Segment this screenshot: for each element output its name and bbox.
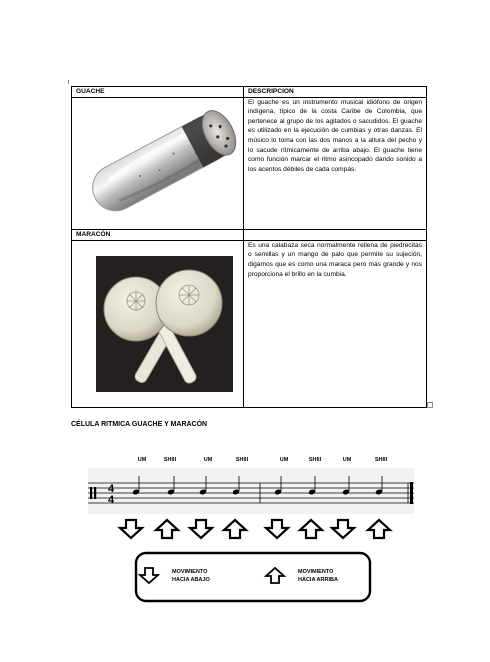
svg-text:4: 4 (107, 494, 115, 506)
instrument-table (71, 86, 427, 408)
guache-description: El guache es un instrumento musical idiófono de origen indígena, típico de la costa Caribe de Colombia, que pertenece al grupo de los agitados o sacudidos. El guache es utilizado en la ejecución de cumbias y otras danzas. El músico lo toma con las dos manos a la altura del pecho y lo sacude rítmicamente de arriba abajo. El guache tiene como función marcar el ritmo asincopado dando sonido a los acentos débiles de cada compás. (244, 97, 427, 230)
rhythm-title: CÉLULA RITMICA GUACHE Y MARACÓN (71, 421, 208, 428)
syllable-5: UM (279, 457, 289, 463)
guache-image-cell (72, 97, 244, 230)
syllable-2: SHIII (163, 457, 177, 463)
syllable-4: SHIII (235, 457, 249, 463)
syllable-7: UM (342, 457, 352, 463)
legend-down-label-1: MOVIMIENTO (172, 569, 208, 575)
maracon-image-cell (72, 240, 244, 408)
maracas-photo (76, 241, 248, 404)
legend-up-label-1: MOVIMIENTO (298, 569, 334, 575)
time-signature (108, 483, 115, 506)
syllable-3: UM (203, 457, 213, 463)
table-header-row-2 (72, 230, 427, 241)
margin-mark (68, 80, 69, 84)
table-row-guache (72, 97, 427, 230)
syllable-6: SHIII (308, 457, 322, 463)
svg-text:4: 4 (107, 483, 115, 495)
guache-instrument-photo (76, 98, 248, 226)
table-row-maracon (72, 240, 427, 408)
percussion-clef-right (94, 487, 96, 499)
legend-down-label-2: HACIA ABAJO (172, 577, 210, 583)
header-maracon: MARACÓN (72, 230, 244, 241)
legend-up-label-2: HACIA ARRIBA (298, 577, 338, 583)
maracon-description: Es una calabaza seca normalmente rellena de piedrecitas o semillas y un mango de palo que permite su sujeción, digamos que es como una maraca pero más grande y nos proporciona el brillo en la cumbia. (244, 240, 427, 408)
header-empty (244, 230, 427, 241)
table-resize-handle[interactable] (427, 402, 433, 408)
syllable-1: UM (137, 457, 147, 463)
final-bar-thick (410, 482, 413, 504)
rhythm-figure (86, 440, 416, 608)
header-descripcion: DESCRIPCION (244, 87, 427, 98)
header-guache: GUACHE (72, 87, 244, 98)
syllable-8: SHIII (374, 457, 388, 463)
percussion-clef-left (90, 487, 92, 499)
table-header-row (72, 87, 427, 98)
